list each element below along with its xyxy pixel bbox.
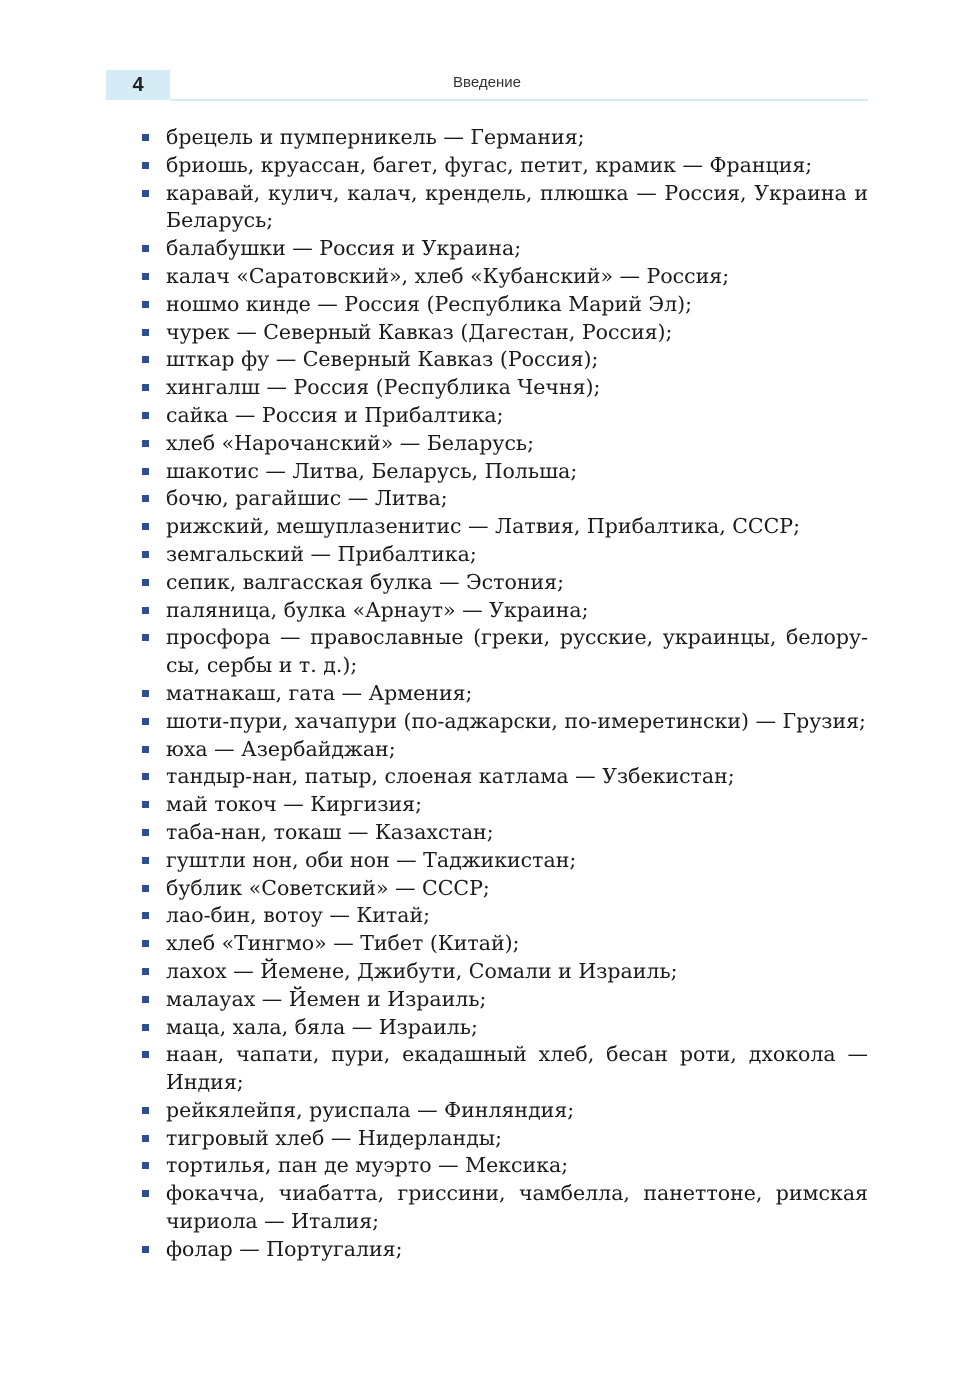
list-item	[140, 763, 868, 791]
list-item-text: фолар — Португалия;	[166, 1236, 403, 1261]
bread-list	[140, 124, 868, 1264]
list-item	[140, 513, 868, 541]
list-item-text: хингалш — Россия (Республика Чечня);	[166, 375, 601, 400]
list-item	[140, 597, 868, 625]
list-item	[140, 458, 868, 486]
list-item-text: калач «Саратовский», хлеб «Кубанский» — Россия;	[166, 263, 730, 288]
list-item-text: каравай, кулич, калач, крендель, плюшка — Россия, Украина и Беларусь;	[166, 180, 868, 233]
list-item-text: фокачча, чиабатта, гриссини, чамбелла, панеттоне, римская чириола — Италия;	[166, 1181, 868, 1234]
list-item-text: хлеб «Нарочанский» — Беларусь;	[166, 430, 534, 455]
list-item-text: май токоч — Киргизия;	[166, 792, 423, 817]
list-item	[140, 569, 868, 597]
list-item	[140, 1236, 868, 1264]
square-bullet-icon	[142, 829, 149, 836]
list-item	[140, 958, 868, 986]
section-title: Введение	[453, 74, 521, 91]
list-item	[140, 930, 868, 958]
square-bullet-icon	[142, 968, 149, 975]
square-bullet-icon	[142, 412, 149, 419]
square-bullet-icon	[142, 440, 149, 447]
list-item	[140, 1152, 868, 1180]
square-bullet-icon	[142, 746, 149, 753]
list-item	[140, 1097, 868, 1125]
list-item-text: шакотис — Литва, Беларусь, Польша;	[166, 458, 578, 483]
list-item	[140, 624, 868, 680]
square-bullet-icon	[142, 1051, 149, 1058]
list-item	[140, 124, 868, 152]
list-item-text: земгальский — Прибалтика;	[166, 541, 477, 566]
square-bullet-icon	[142, 940, 149, 947]
list-item	[140, 319, 868, 347]
list-item	[140, 1041, 868, 1097]
square-bullet-icon	[142, 634, 149, 641]
square-bullet-icon	[142, 773, 149, 780]
list-item	[140, 791, 868, 819]
list-item	[140, 402, 868, 430]
list-item	[140, 736, 868, 764]
list-item-text: брецель и пумперникель — Германия;	[166, 125, 585, 149]
list-item-text: рейкялейпя, руиспала — Финляндия;	[166, 1097, 575, 1122]
square-bullet-icon	[142, 384, 149, 391]
list-item-text: ношмо кинде — Россия (Республика Марий Эл);	[166, 291, 693, 316]
list-item-text: матнакаш, гата — Армения;	[166, 680, 473, 705]
list-item	[140, 180, 868, 236]
list-item	[140, 541, 868, 569]
square-bullet-icon	[142, 801, 149, 808]
list-item-text: таба-нан, токаш — Казахстан;	[166, 819, 494, 844]
list-item-text: тандыр-нан, патыр, слоеная катлама — Узбекистан;	[166, 764, 735, 789]
square-bullet-icon	[142, 162, 149, 169]
list-item-text: маца, хала, бяла — Израиль;	[166, 1014, 478, 1039]
square-bullet-icon	[142, 912, 149, 919]
list-item	[140, 485, 868, 513]
square-bullet-icon	[142, 718, 149, 725]
list-item	[140, 1014, 868, 1042]
square-bullet-icon	[142, 1190, 149, 1197]
square-bullet-icon	[142, 468, 149, 475]
list-item-text: хлеб «Тингмо» — Тибет (Китай);	[166, 931, 520, 956]
square-bullet-icon	[142, 190, 149, 197]
list-item-text: бублик «Советский» — СССР;	[166, 875, 490, 900]
list-item-text: шткар фу — Северный Кавказ (Россия);	[166, 347, 599, 372]
square-bullet-icon	[142, 1246, 149, 1253]
list-item	[140, 819, 868, 847]
square-bullet-icon	[142, 1024, 149, 1031]
list-item	[140, 875, 868, 903]
list-item-text: наан, чапати, пури, екадашный хлеб, бесан роти, дхокола — Индия;	[166, 1042, 868, 1095]
square-bullet-icon	[142, 1107, 149, 1114]
list-item-text: паляница, булка «Арнаут» — Украина;	[166, 597, 589, 622]
page-number: 4	[106, 70, 170, 100]
list-item-text: тортилья, пан де муэрто — Мексика;	[166, 1153, 569, 1178]
square-bullet-icon	[142, 523, 149, 530]
list-item-text: бочю, рагайшис — Литва;	[166, 486, 448, 511]
square-bullet-icon	[142, 857, 149, 864]
square-bullet-icon	[142, 356, 149, 363]
list-item	[140, 235, 868, 263]
list-item	[140, 374, 868, 402]
square-bullet-icon	[142, 996, 149, 1003]
square-bullet-icon	[142, 301, 149, 308]
list-item-text: рижский, мешуплазенитис — Латвия, Прибалтика, СССР;	[166, 514, 800, 539]
square-bullet-icon	[142, 495, 149, 502]
list-item-text: малауах — Йемен и Израиль;	[166, 986, 487, 1011]
list-item-text: балабушки — Россия и Украина;	[166, 236, 522, 261]
list-item	[140, 1125, 868, 1153]
list-item	[140, 152, 868, 180]
list-item	[140, 430, 868, 458]
square-bullet-icon	[142, 690, 149, 697]
list-item-text: лао-бин, вотоу — Китай;	[166, 903, 431, 928]
square-bullet-icon	[142, 1135, 149, 1142]
list-item-text: просфора — православные (греки, русские, украинцы, белорусы, сербы и т. д.);	[166, 625, 868, 678]
square-bullet-icon	[142, 579, 149, 586]
square-bullet-icon	[142, 551, 149, 558]
square-bullet-icon	[142, 273, 149, 280]
list-item-text: юха — Азербайджан;	[166, 736, 396, 761]
list-item	[140, 263, 868, 291]
list-item-text: чурек — Северный Кавказ (Дагестан, Россия);	[166, 319, 673, 344]
list-item	[140, 708, 868, 736]
page-header	[106, 70, 868, 100]
list-item	[140, 346, 868, 374]
list-item-text: лахох — Йемене, Джибути, Сомали и Израиль;	[166, 958, 678, 983]
list-item-text: шоти-пури, хачапури (по-аджарски, по-имеретински) — Грузия;	[166, 708, 866, 733]
list-item-text: сайка — Россия и Прибалтика;	[166, 402, 504, 427]
list-item-text: бриошь, круассан, багет, фугас, петит, крамик — Франция;	[166, 152, 813, 177]
list-item	[140, 847, 868, 875]
list-item	[140, 680, 868, 708]
list-item	[140, 902, 868, 930]
square-bullet-icon	[142, 329, 149, 336]
square-bullet-icon	[142, 245, 149, 252]
square-bullet-icon	[142, 134, 149, 141]
list-item	[140, 291, 868, 319]
list-item	[140, 1180, 868, 1236]
square-bullet-icon	[142, 607, 149, 614]
square-bullet-icon	[142, 885, 149, 892]
header-rule	[170, 99, 868, 101]
list-item	[140, 986, 868, 1014]
square-bullet-icon	[142, 1162, 149, 1169]
list-item-text: сепик, валгасская булка — Эстония;	[166, 569, 564, 594]
list-item-text: тигровый хлеб — Нидерланды;	[166, 1125, 503, 1150]
list-item-text: гуштли нон, оби нон — Таджикистан;	[166, 847, 577, 872]
